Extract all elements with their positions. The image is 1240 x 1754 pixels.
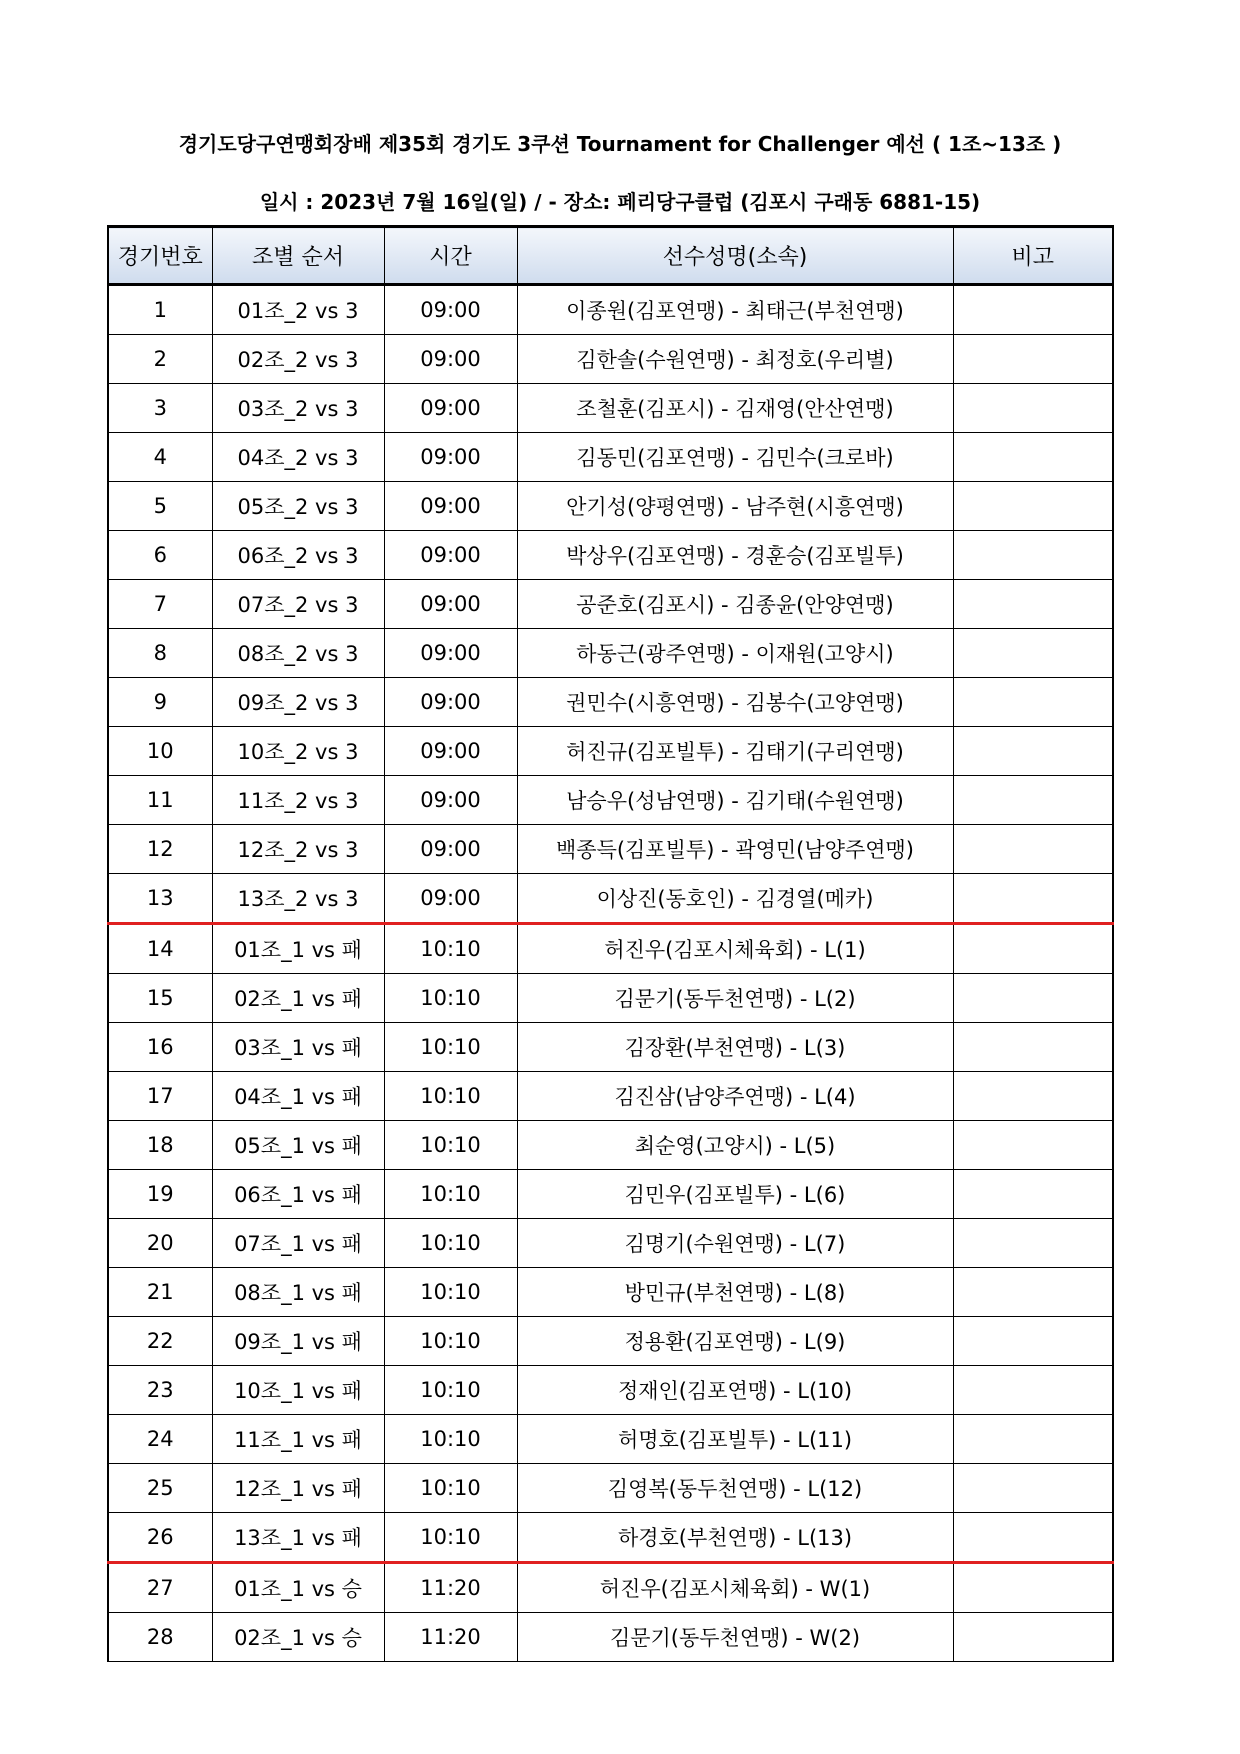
group-order-cell: 05조_1 vs 패 — [212, 1121, 384, 1170]
group-order-cell: 08조_1 vs 패 — [212, 1268, 384, 1317]
players-cell: 김문기(동두천연맹) - L(2) — [517, 974, 953, 1023]
time-cell: 10:10 — [384, 924, 517, 974]
group-order-cell: 04조_1 vs 패 — [212, 1072, 384, 1121]
table-row — [108, 727, 1113, 776]
match-number-cell: 12 — [108, 825, 212, 874]
match-number-cell: 1 — [108, 285, 212, 335]
players-cell: 백종득(김포빌투) - 곽영민(남양주연맹) — [517, 825, 953, 874]
table-row — [108, 1023, 1113, 1072]
table-header-row — [108, 227, 1113, 285]
group-order-cell: 11조_2 vs 3 — [212, 776, 384, 825]
note-cell — [953, 727, 1113, 776]
table-body — [108, 285, 1113, 1662]
group-order-cell: 01조_2 vs 3 — [212, 285, 384, 335]
note-cell — [953, 335, 1113, 384]
table-row — [108, 678, 1113, 727]
match-number-cell: 20 — [108, 1219, 212, 1268]
players-cell: 김동민(김포연맹) - 김민수(크로바) — [517, 433, 953, 482]
time-cell: 10:10 — [384, 1072, 517, 1121]
note-cell — [953, 974, 1113, 1023]
players-cell: 남승우(성남연맹) - 김기태(수원연맹) — [517, 776, 953, 825]
match-number-cell: 19 — [108, 1170, 212, 1219]
group-order-cell: 09조_2 vs 3 — [212, 678, 384, 727]
match-number-cell: 17 — [108, 1072, 212, 1121]
note-cell — [953, 1219, 1113, 1268]
players-cell: 박상우(김포연맹) - 경훈승(김포빌투) — [517, 531, 953, 580]
players-cell: 권민수(시흥연맹) - 김봉수(고양연맹) — [517, 678, 953, 727]
group-order-cell: 01조_1 vs 승 — [212, 1563, 384, 1613]
time-cell: 09:00 — [384, 433, 517, 482]
note-cell — [953, 1121, 1113, 1170]
group-order-cell: 11조_1 vs 패 — [212, 1415, 384, 1464]
note-cell — [953, 1072, 1113, 1121]
group-order-cell: 07조_1 vs 패 — [212, 1219, 384, 1268]
players-cell: 김민우(김포빌투) - L(6) — [517, 1170, 953, 1219]
table-row — [108, 384, 1113, 433]
match-number-cell: 13 — [108, 874, 212, 924]
match-number-cell: 5 — [108, 482, 212, 531]
group-order-cell: 12조_1 vs 패 — [212, 1464, 384, 1513]
group-order-cell: 05조_2 vs 3 — [212, 482, 384, 531]
match-number-cell: 2 — [108, 335, 212, 384]
players-cell: 허명호(김포빌투) - L(11) — [517, 1415, 953, 1464]
match-number-cell: 27 — [108, 1563, 212, 1613]
time-cell: 09:00 — [384, 482, 517, 531]
table-row — [108, 924, 1113, 974]
group-order-cell: 12조_2 vs 3 — [212, 825, 384, 874]
group-order-cell: 02조_1 vs 승 — [212, 1613, 384, 1662]
match-number-cell: 26 — [108, 1513, 212, 1563]
note-cell — [953, 825, 1113, 874]
table-row — [108, 825, 1113, 874]
table-row — [108, 1563, 1113, 1613]
time-cell: 09:00 — [384, 531, 517, 580]
time-cell: 09:00 — [384, 580, 517, 629]
time-cell: 09:00 — [384, 285, 517, 335]
time-cell: 10:10 — [384, 974, 517, 1023]
players-cell: 공준호(김포시) - 김종윤(안양연맹) — [517, 580, 953, 629]
time-cell: 09:00 — [384, 776, 517, 825]
match-number-cell: 15 — [108, 974, 212, 1023]
time-cell: 10:10 — [384, 1023, 517, 1072]
note-cell — [953, 1268, 1113, 1317]
group-order-cell: 13조_2 vs 3 — [212, 874, 384, 924]
column-header-time: 시간 — [384, 227, 517, 285]
table-row — [108, 1464, 1113, 1513]
group-order-cell: 02조_1 vs 패 — [212, 974, 384, 1023]
table-row — [108, 433, 1113, 482]
note-cell — [953, 482, 1113, 531]
note-cell — [953, 580, 1113, 629]
note-cell — [953, 531, 1113, 580]
note-cell — [953, 678, 1113, 727]
group-order-cell: 02조_2 vs 3 — [212, 335, 384, 384]
table-row — [108, 1268, 1113, 1317]
time-cell: 09:00 — [384, 678, 517, 727]
match-number-cell: 25 — [108, 1464, 212, 1513]
players-cell: 김문기(동두천연맹) - W(2) — [517, 1613, 953, 1662]
group-order-cell: 03조_2 vs 3 — [212, 384, 384, 433]
match-number-cell: 6 — [108, 531, 212, 580]
match-number-cell: 21 — [108, 1268, 212, 1317]
table-row — [108, 285, 1113, 335]
match-number-cell: 16 — [108, 1023, 212, 1072]
time-cell: 10:10 — [384, 1366, 517, 1415]
time-cell: 10:10 — [384, 1170, 517, 1219]
time-cell: 09:00 — [384, 629, 517, 678]
players-cell: 하동근(광주연맹) - 이재원(고양시) — [517, 629, 953, 678]
note-cell — [953, 1513, 1113, 1563]
note-cell — [953, 384, 1113, 433]
time-cell: 09:00 — [384, 384, 517, 433]
table-row — [108, 1072, 1113, 1121]
time-cell: 10:10 — [384, 1513, 517, 1563]
players-cell: 안기성(양평연맹) - 남주현(시흥연맹) — [517, 482, 953, 531]
time-cell: 10:10 — [384, 1219, 517, 1268]
match-number-cell: 14 — [108, 924, 212, 974]
table-row — [108, 580, 1113, 629]
match-number-cell: 10 — [108, 727, 212, 776]
page-title: 경기도당구연맹회장배 제35회 경기도 3쿠션 Tournament for Challenger 예선 ( 1조~13조 ) — [178, 132, 1062, 156]
time-cell: 10:10 — [384, 1268, 517, 1317]
players-cell: 허진규(김포빌투) - 김태기(구리연맹) — [517, 727, 953, 776]
column-header-match-number: 경기번호 — [108, 227, 212, 285]
players-cell: 김영복(동두천연맹) - L(12) — [517, 1464, 953, 1513]
note-cell — [953, 1170, 1113, 1219]
note-cell — [953, 874, 1113, 924]
column-header-players: 선수성명(소속) — [517, 227, 953, 285]
note-cell — [953, 1023, 1113, 1072]
players-cell: 김장환(부천연맹) - L(3) — [517, 1023, 953, 1072]
note-cell — [953, 924, 1113, 974]
time-cell: 10:10 — [384, 1464, 517, 1513]
match-number-cell: 23 — [108, 1366, 212, 1415]
time-cell: 11:20 — [384, 1613, 517, 1662]
table-row — [108, 874, 1113, 924]
match-number-cell: 22 — [108, 1317, 212, 1366]
note-cell — [953, 1317, 1113, 1366]
players-cell: 이종원(김포연맹) - 최태근(부천연맹) — [517, 285, 953, 335]
match-number-cell: 9 — [108, 678, 212, 727]
players-cell: 최순영(고양시) - L(5) — [517, 1121, 953, 1170]
table-row — [108, 776, 1113, 825]
note-cell — [953, 629, 1113, 678]
match-number-cell: 4 — [108, 433, 212, 482]
match-number-cell: 18 — [108, 1121, 212, 1170]
note-cell — [953, 1613, 1113, 1662]
group-order-cell: 13조_1 vs 패 — [212, 1513, 384, 1563]
group-order-cell: 09조_1 vs 패 — [212, 1317, 384, 1366]
group-order-cell: 06조_2 vs 3 — [212, 531, 384, 580]
table-row — [108, 1219, 1113, 1268]
group-order-cell: 10조_2 vs 3 — [212, 727, 384, 776]
players-cell: 조철훈(김포시) - 김재영(안산연맹) — [517, 384, 953, 433]
time-cell: 09:00 — [384, 874, 517, 924]
time-cell: 11:20 — [384, 1563, 517, 1613]
time-cell: 10:10 — [384, 1317, 517, 1366]
note-cell — [953, 1563, 1113, 1613]
table-row — [108, 974, 1113, 1023]
note-cell — [953, 285, 1113, 335]
table-row — [108, 482, 1113, 531]
time-cell: 10:10 — [384, 1121, 517, 1170]
group-order-cell: 03조_1 vs 패 — [212, 1023, 384, 1072]
match-number-cell: 7 — [108, 580, 212, 629]
note-cell — [953, 1366, 1113, 1415]
players-cell: 정재인(김포연맹) - L(10) — [517, 1366, 953, 1415]
table-row — [108, 1513, 1113, 1563]
players-cell: 정용환(김포연맹) - L(9) — [517, 1317, 953, 1366]
time-cell: 09:00 — [384, 727, 517, 776]
column-header-group-order: 조별 순서 — [212, 227, 384, 285]
match-number-cell: 11 — [108, 776, 212, 825]
group-order-cell: 06조_1 vs 패 — [212, 1170, 384, 1219]
players-cell: 허진우(김포시체육회) - L(1) — [517, 924, 953, 974]
table-row — [108, 1121, 1113, 1170]
table-row — [108, 531, 1113, 580]
players-cell: 하경호(부천연맹) - L(13) — [517, 1513, 953, 1563]
match-number-cell: 24 — [108, 1415, 212, 1464]
table-row — [108, 335, 1113, 384]
table-row — [108, 1613, 1113, 1662]
column-header-note: 비고 — [953, 227, 1113, 285]
players-cell: 방민규(부천연맹) - L(8) — [517, 1268, 953, 1317]
players-cell: 김진삼(남양주연맹) - L(4) — [517, 1072, 953, 1121]
time-cell: 09:00 — [384, 825, 517, 874]
players-cell: 허진우(김포시체육회) - W(1) — [517, 1563, 953, 1613]
players-cell: 김한솔(수원연맹) - 최정호(우리별) — [517, 335, 953, 384]
match-number-cell: 3 — [108, 384, 212, 433]
group-order-cell: 04조_2 vs 3 — [212, 433, 384, 482]
group-order-cell: 10조_1 vs 패 — [212, 1366, 384, 1415]
time-cell: 10:10 — [384, 1415, 517, 1464]
players-cell: 김명기(수원연맹) - L(7) — [517, 1219, 953, 1268]
players-cell: 이상진(동호인) - 김경열(메카) — [517, 874, 953, 924]
note-cell — [953, 1415, 1113, 1464]
time-cell: 09:00 — [384, 335, 517, 384]
table-row — [108, 1415, 1113, 1464]
table-row — [108, 1317, 1113, 1366]
event-date-venue: 일시 : 2023년 7월 16일(일) / - 장소: 페리당구클럽 (김포시 구래동 6881-15) — [259, 190, 981, 214]
note-cell — [953, 1464, 1113, 1513]
table-row — [108, 1170, 1113, 1219]
match-number-cell: 8 — [108, 629, 212, 678]
table-row — [108, 629, 1113, 678]
match-schedule-table — [107, 225, 1114, 1662]
match-number-cell: 28 — [108, 1613, 212, 1662]
note-cell — [953, 433, 1113, 482]
note-cell — [953, 776, 1113, 825]
group-order-cell: 08조_2 vs 3 — [212, 629, 384, 678]
table-row — [108, 1366, 1113, 1415]
group-order-cell: 01조_1 vs 패 — [212, 924, 384, 974]
group-order-cell: 07조_2 vs 3 — [212, 580, 384, 629]
